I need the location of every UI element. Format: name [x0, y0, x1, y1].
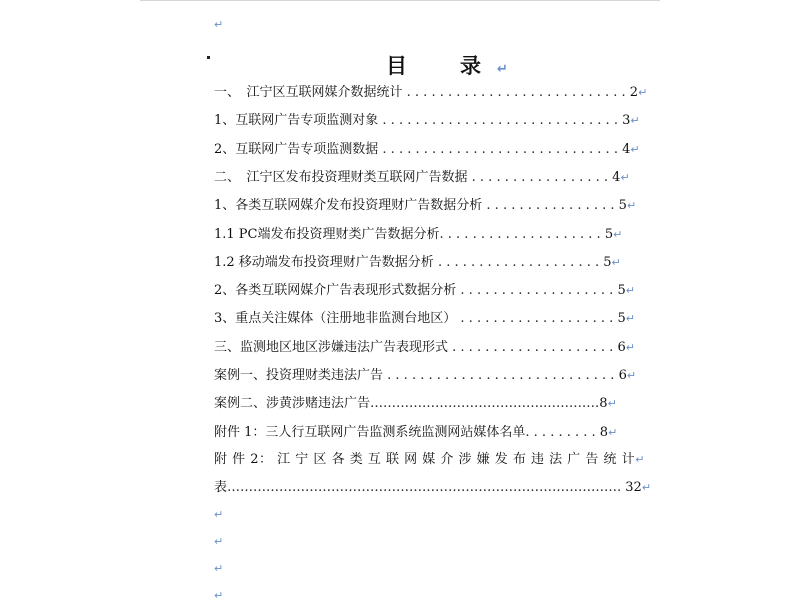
toc-leader: . . . . . . . . . . . . . . . . . . . [456, 283, 618, 298]
paragraph-mark-icon: ↵ [626, 199, 637, 212]
toc-entry-text: 附件 1：三人行互联网广告监测系统监测网站媒体名单 [214, 425, 526, 440]
toc-leader: . . . . . . . . . . . . . . . . . . . . [439, 227, 605, 242]
bullet-dot [207, 56, 210, 59]
toc-entry-text: 二、 江宁区发布投资理财类互联网广告数据 [214, 170, 468, 185]
toc-page-number: 5 [604, 227, 614, 242]
toc-leader: . . . . . . . . . . . . . . . . . . . . [448, 340, 618, 355]
paragraph-mark-icon: ↵ [620, 171, 630, 184]
paragraph-mark-icon: ↵ [214, 535, 224, 548]
toc-page-number: 4 [622, 142, 631, 157]
paragraph-mark-icon: ↵ [626, 369, 637, 382]
paragraph-mark-icon: ↵ [607, 397, 617, 410]
toc-page-number: 5 [603, 255, 612, 270]
toc-page-number: 5 [617, 311, 626, 326]
toc-entry-text: 1.2 移动端发布投资理财广告数据分析 [214, 255, 434, 270]
toc-entry-text: 2、互联网广告专项监测数据 [214, 142, 379, 157]
toc-leader: . . . . . . . . . . . . . . . . . . . [456, 311, 618, 326]
toc-page-number: 5 [618, 198, 627, 213]
paragraph-mark-icon: ↵ [214, 508, 224, 521]
toc-leader: . . . . . . . . . . . . . . . . . . . . . . . . . . . . . [378, 142, 623, 157]
toc-page-number: 6 [618, 368, 627, 383]
toc-entry[interactable] [214, 423, 617, 443]
toc-entry-text: 1.1 PC端发布投资理财类广告数据分析 [214, 227, 440, 242]
paragraph-mark-icon: ↵ [635, 453, 645, 466]
toc-entry-text: 附 件 2： 江 宁 区 各 类 互 联 网 媒 介 涉 嫌 发 布 违 法 广 告 统 计 [214, 452, 636, 467]
page-top-border [140, 0, 660, 1]
toc-entry[interactable] [214, 366, 636, 386]
toc-page-number: 32 [625, 480, 642, 495]
toc-leader: …………………………………..………… [370, 396, 600, 411]
toc-entry-text: 表 [214, 480, 228, 495]
toc-page-number: 6 [617, 340, 626, 355]
toc-entry[interactable] [214, 338, 635, 358]
toc-page-number: 8 [599, 396, 608, 411]
toc-leader: . . . . . . . . . . . . . . . . [482, 198, 619, 213]
toc-leader: . . . . . . . . . . . . . . . . . [467, 170, 613, 185]
toc-entry[interactable] [214, 111, 640, 131]
paragraph-mark-icon: ↵ [630, 143, 640, 156]
toc-entry-appendix-2[interactable] [214, 450, 645, 470]
toc-entry[interactable] [214, 196, 636, 216]
toc-page-number: 4 [612, 170, 621, 185]
toc-leader: . . . . . . . . . [525, 425, 600, 440]
paragraph-mark-icon: ↵ [608, 426, 618, 439]
paragraph-mark-icon: ↵ [214, 562, 224, 575]
paragraph-mark-icon: ↵ [625, 312, 635, 325]
paragraph-mark-icon: ↵ [638, 86, 648, 99]
paragraph-mark-icon: ↵ [613, 228, 623, 241]
toc-entry-appendix-2-cont[interactable] [214, 478, 651, 498]
toc-leader: ………………………………………………………………………………. [227, 480, 626, 495]
toc-page-number: 3 [622, 113, 631, 128]
toc-title [386, 50, 508, 80]
paragraph-mark-icon: ↵ [641, 481, 652, 494]
toc-leader: . . . . . . . . . . . . . . . . . . . . . . . . . . . [402, 85, 630, 100]
toc-entry-text: 1、互联网广告专项监测对象 [214, 113, 379, 128]
toc-entry[interactable] [214, 168, 630, 188]
toc-leader: . . . . . . . . . . . . . . . . . . . . . . . . . . . . . [378, 113, 623, 128]
paragraph-mark-icon: ↵ [611, 256, 621, 269]
toc-page-number: 8 [599, 425, 609, 440]
toc-entry-text: 一、 江宁区互联网媒介数据统计 [214, 85, 403, 100]
toc-title-text: 目 录 [386, 53, 497, 78]
toc-page-number: 5 [617, 283, 626, 298]
toc-entry-text: 3、重点关注媒体（注册地非监测台地区） [214, 311, 457, 326]
toc-entry[interactable] [214, 83, 647, 103]
paragraph-mark-icon: ↵ [625, 284, 635, 297]
toc-entry[interactable] [214, 253, 621, 273]
paragraph-mark-icon: ↵ [630, 114, 640, 127]
paragraph-mark-icon: ↵ [625, 341, 635, 354]
toc-page-number: 2 [629, 85, 639, 100]
toc-entry[interactable] [214, 140, 640, 160]
toc-leader: . . . . . . . . . . . . . . . . . . . . [433, 255, 604, 270]
toc-entry[interactable] [214, 225, 622, 245]
toc-entry-text: 1、各类互联网媒介发布投资理财广告数据分析 [214, 198, 483, 213]
toc-entry[interactable] [214, 394, 617, 414]
toc-leader: . . . . . . . . . . . . . . . . . . . . . . . . . . . . [383, 368, 619, 383]
toc-entry-text: 案例二、涉黄涉赌违法广告 [214, 396, 371, 411]
toc-entry-text: 三、监测地区地区涉嫌违法广告表现形式 [214, 340, 449, 355]
toc-entry[interactable] [214, 309, 635, 329]
paragraph-mark-icon: ↵ [214, 589, 224, 602]
toc-entry[interactable] [214, 281, 635, 301]
paragraph-mark-icon: ↵ [497, 62, 508, 77]
toc-entry-text: 2、各类互联网媒介广告表现形式数据分析 [214, 283, 457, 298]
toc-entry-text: 案例一、投资理财类违法广告 [214, 368, 384, 383]
paragraph-mark-icon: ↵ [214, 18, 224, 31]
